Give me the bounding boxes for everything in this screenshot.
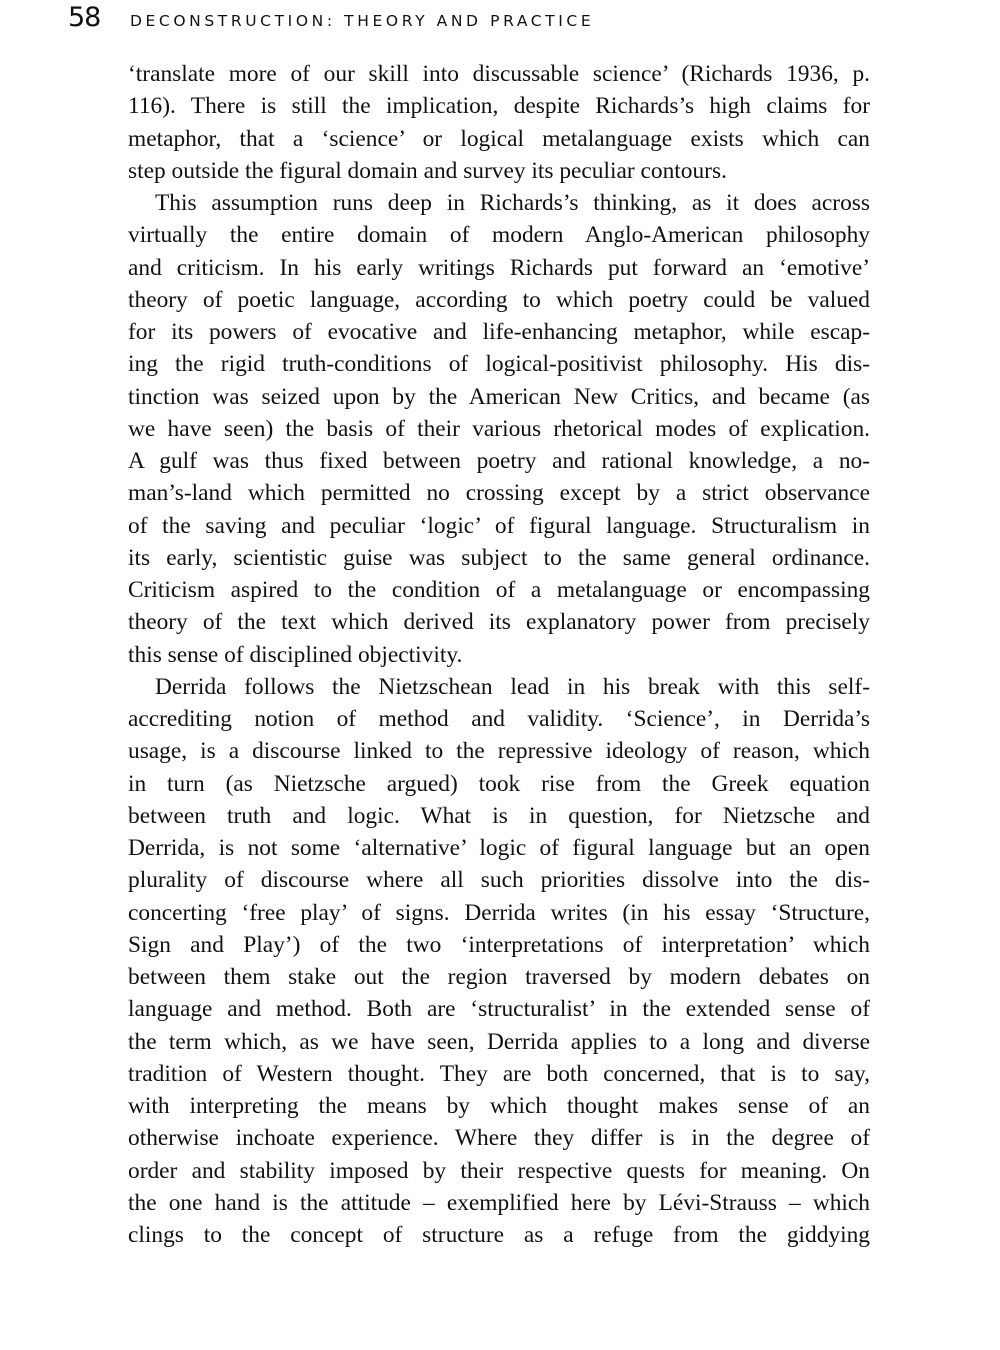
running-head <box>68 2 594 36</box>
text-line: the term which, as we have seen, Derrida applies to a long and diverse <box>128 1028 870 1055</box>
body-text <box>128 58 870 1251</box>
text-line: otherwise inchoate experience. Where they differ is in the degree of <box>128 1125 870 1152</box>
text-line: Criticism aspired to the condition of a metalanguage or encompassing <box>128 577 870 603</box>
text-line: plurality of discourse where all such priorities dissolve into the dis- <box>128 867 870 894</box>
text-line: Sign and Play’) of the two ‘interpretations of interpretation’ which <box>128 931 870 958</box>
text-line: 116). There is still the implication, despite Richards’s high claims for <box>128 93 870 120</box>
text-line: in turn (as Nietzsche argued) took rise from the Greek equation <box>128 770 870 797</box>
text-line: man’s-land which permitted no crossing except by a strict observance <box>128 480 870 507</box>
text-line: Derrida, is not some ‘alternative’ logic of figural language but an open <box>128 835 870 861</box>
text-line: order and stability imposed by their respective quests for meaning. On <box>128 1157 870 1184</box>
text-line: metaphor, that a ‘science’ or logical metalanguage exists which can <box>128 125 870 152</box>
text-line: theory of poetic language, according to which poetry could be valued <box>128 286 870 313</box>
text-line: and criticism. In his early writings Richards put forward an ‘emotive’ <box>128 254 870 281</box>
running-title: DECONSTRUCTION: THEORY AND PRACTICE <box>130 12 595 30</box>
text-line: with interpreting the means by which thought makes sense of an <box>128 1093 870 1119</box>
paragraph <box>128 671 870 1252</box>
text-line: A gulf was thus fixed between poetry and rational knowledge, a no- <box>128 448 870 474</box>
text-line: tradition of Western thought. They are both concerned, that is to say, <box>128 1060 870 1087</box>
text-line: tinction was seized upon by the American New Critics, and became (as <box>128 383 870 410</box>
text-line: between them stake out the region traversed by modern debates on <box>128 964 870 990</box>
text-line: the one hand is the attitude – exemplified here by Lévi-Strauss – which <box>128 1189 870 1216</box>
text-line: Derrida follows the Nietzschean lead in his break with this self- <box>155 673 870 700</box>
text-line: step outside the figural domain and survey its peculiar contours. <box>128 157 727 184</box>
text-line: virtually the entire domain of modern Anglo-American philosophy <box>128 222 870 249</box>
paragraph <box>128 58 870 187</box>
text-line: its early, scientistic guise was subject to the same general ordinance. <box>128 544 870 571</box>
text-line: ing the rigid truth-conditions of logical-positivist philosophy. His dis- <box>128 351 870 378</box>
text-line: This assumption runs deep in Richards’s thinking, as it does across <box>155 190 870 216</box>
page-number: 58 <box>68 2 101 33</box>
text-line: clings to the concept of structure as a refuge from the giddying <box>128 1222 870 1248</box>
text-line: of the saving and peculiar ‘logic’ of figural language. Structuralism in <box>128 512 870 539</box>
text-line: for its powers of evocative and life-enhancing metaphor, while escap- <box>128 319 870 345</box>
text-line: this sense of disciplined objectivity. <box>128 641 463 668</box>
text-line: we have seen) the basis of their various rhetorical modes of explication. <box>128 415 870 442</box>
text-line: between truth and logic. What is in question, for Nietzsche and <box>128 802 870 829</box>
text-line: usage, is a discourse linked to the repressive ideology of reason, which <box>128 738 870 765</box>
text-line: accrediting notion of method and validity. ‘Science’, in Derrida’s <box>128 706 870 732</box>
paragraph <box>128 187 870 671</box>
text-line: language and method. Both are ‘structuralist’ in the extended sense of <box>128 996 870 1023</box>
text-line: theory of the text which derived its explanatory power from precisely <box>128 609 870 636</box>
text-line: concerting ‘free play’ of signs. Derrida writes (in his essay ‘Structure, <box>128 899 870 926</box>
text-line: ‘translate more of our skill into discussable science’ (Richards 1936, p. <box>128 61 870 87</box>
